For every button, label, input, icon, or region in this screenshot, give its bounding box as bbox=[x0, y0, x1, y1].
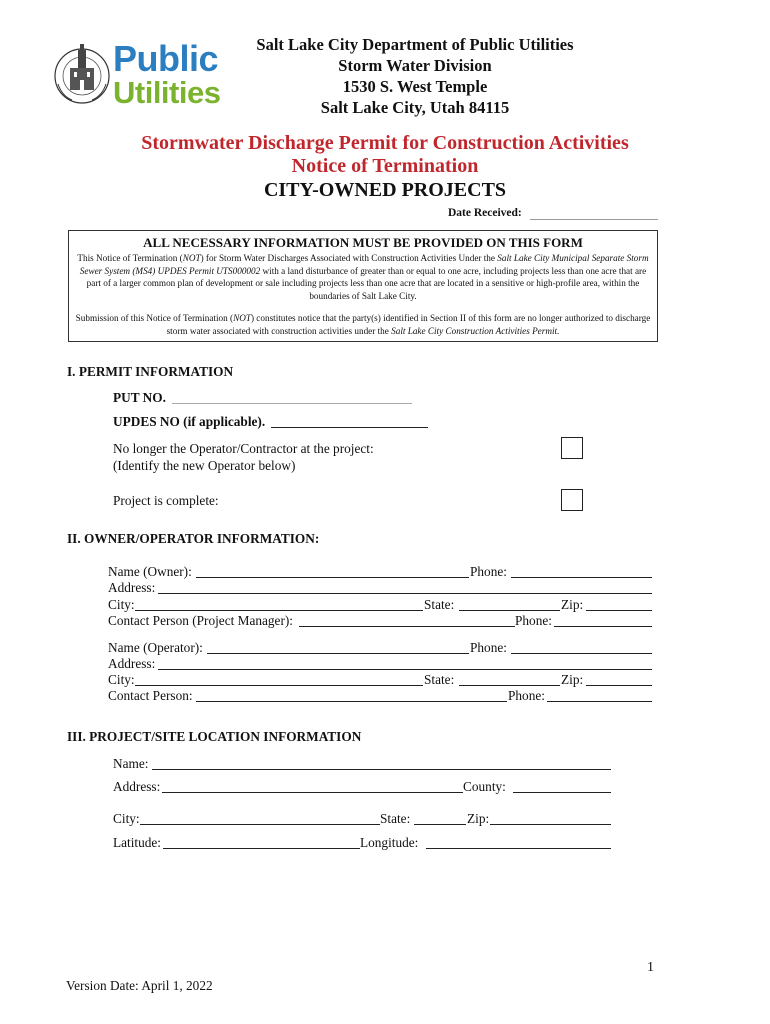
operator-address-label: Address: bbox=[108, 656, 156, 671]
permit-name: Salt Lake City Municipal Separate Storm Sewer System (MS4) UPDES Permit UTS000002 bbox=[79, 253, 649, 276]
operator-contact-phone-field[interactable] bbox=[547, 701, 652, 702]
no-longer-operator-label: No longer the Operator/Contractor at the project: bbox=[113, 441, 374, 456]
version-date: Version Date: April 1, 2022 bbox=[66, 978, 213, 993]
operator-address-field[interactable] bbox=[158, 669, 652, 670]
site-state-label: State: bbox=[380, 811, 411, 826]
page-number: 1 bbox=[647, 960, 654, 975]
street-address: 1530 S. West Temple bbox=[342, 77, 488, 96]
owner-contact-phone-field[interactable] bbox=[554, 626, 652, 627]
department-name: Salt Lake City Department of Public Utilities bbox=[256, 35, 574, 54]
owner-address-label: Address: bbox=[108, 580, 156, 595]
operator-state-field[interactable] bbox=[459, 685, 560, 686]
operator-name-label: Name (Operator): bbox=[108, 640, 203, 655]
site-latitude-label: Latitude: bbox=[113, 835, 161, 850]
site-longitude-label: Longitude: bbox=[360, 835, 419, 850]
site-county-label: County: bbox=[463, 779, 506, 794]
operator-phone-field[interactable] bbox=[511, 653, 652, 654]
logo-wordmark-utilities: Utilities bbox=[113, 75, 221, 110]
owner-contact-phone-label: Phone: bbox=[515, 613, 552, 628]
date-received-label: Date Received: bbox=[448, 207, 522, 219]
site-city-label: City: bbox=[113, 811, 140, 826]
site-name-label: Name: bbox=[113, 756, 149, 771]
form-title: Stormwater Discharge Permit for Construction Activities bbox=[141, 132, 629, 154]
site-latitude-field[interactable] bbox=[163, 848, 360, 849]
form-scope-title: CITY-OWNED PROJECTS bbox=[263, 179, 507, 201]
permit-name: Salt Lake City Construction Activities Permit. bbox=[391, 325, 560, 336]
operator-zip-field[interactable] bbox=[586, 685, 652, 686]
operator-zip-label: Zip: bbox=[561, 672, 584, 687]
owner-state-field[interactable] bbox=[459, 610, 560, 611]
notice-paragraph-2 bbox=[74, 312, 652, 337]
site-address-field[interactable] bbox=[162, 792, 463, 793]
operator-contact-label: Contact Person: bbox=[108, 688, 193, 703]
section-3-title: III. PROJECT/SITE LOCATION INFORMATION bbox=[67, 729, 362, 744]
owner-phone-label: Phone: bbox=[470, 564, 507, 579]
notice-paragraph-1 bbox=[74, 252, 652, 302]
owner-zip-label: Zip: bbox=[561, 597, 584, 612]
no-longer-operator-checkbox[interactable] bbox=[561, 437, 583, 459]
owner-name-field[interactable] bbox=[196, 577, 469, 578]
operator-name-field[interactable] bbox=[207, 653, 469, 654]
site-county-field[interactable] bbox=[513, 792, 611, 793]
owner-name-label: Name (Owner): bbox=[108, 564, 192, 579]
owner-state-label: State: bbox=[424, 597, 455, 612]
put-no-label: PUT NO. bbox=[113, 390, 166, 405]
city-state-zip: Salt Lake City, Utah 84115 bbox=[320, 98, 510, 117]
put-no-field[interactable] bbox=[172, 403, 412, 404]
form-subtitle: Notice of Termination bbox=[291, 155, 479, 177]
notice-text: ) constitutes notice that the party(s) identified in Section II of this form are no longer authorized to discharge storm water associated with construction activities under the bbox=[166, 313, 651, 336]
section-1-title: I. PERMIT INFORMATION bbox=[67, 364, 234, 379]
operator-contact-phone-label: Phone: bbox=[508, 688, 545, 703]
owner-contact-field[interactable] bbox=[299, 626, 515, 627]
owner-city-field[interactable] bbox=[135, 610, 423, 611]
site-zip-label: Zip: bbox=[467, 811, 490, 826]
notice-text: Submission of this Notice of Termination ( bbox=[75, 313, 234, 323]
owner-zip-field[interactable] bbox=[586, 610, 652, 611]
owner-phone-field[interactable] bbox=[511, 577, 652, 578]
operator-state-label: State: bbox=[424, 672, 455, 687]
owner-address-field[interactable] bbox=[158, 593, 652, 594]
operator-contact-field[interactable] bbox=[196, 701, 507, 702]
site-name-field[interactable] bbox=[152, 769, 611, 770]
site-longitude-field[interactable] bbox=[426, 848, 611, 849]
operator-city-label: City: bbox=[108, 672, 135, 687]
site-state-field[interactable] bbox=[414, 824, 466, 825]
project-complete-label: Project is complete: bbox=[113, 493, 219, 508]
site-zip-field[interactable] bbox=[490, 824, 611, 825]
notice-text: with a land disturbance of greater than or equal to one acre, including projects less than one acre that are part of a larger common plan of development or sale including projects less than one acre that are located in a sensitive or high-profile area, within the boundaries of Salt Lake City. bbox=[86, 265, 647, 301]
notice-heading: ALL NECESSARY INFORMATION MUST BE PROVIDED ON THIS FORM bbox=[143, 235, 583, 250]
division-name: Storm Water Division bbox=[338, 56, 492, 75]
operator-phone-label: Phone: bbox=[470, 640, 507, 655]
date-received-field[interactable] bbox=[530, 219, 658, 220]
updes-no-field[interactable] bbox=[271, 427, 428, 428]
owner-contact-label: Contact Person (Project Manager): bbox=[108, 613, 293, 628]
notice-text: ) for Storm Water Discharges Associated with Construction Activities Under the bbox=[200, 253, 498, 263]
notice-not-abbr: NOT bbox=[233, 313, 251, 323]
updes-no-label: UPDES NO (if applicable). bbox=[113, 414, 266, 429]
no-longer-operator-hint: (Identify the new Operator below) bbox=[113, 458, 296, 473]
project-complete-checkbox[interactable] bbox=[561, 489, 583, 511]
notice-not-abbr: NOT bbox=[182, 253, 201, 263]
notice-text: This Notice of Termination ( bbox=[77, 253, 183, 263]
section-2-title: II. OWNER/OPERATOR INFORMATION: bbox=[67, 531, 320, 546]
site-city-field[interactable] bbox=[140, 824, 380, 825]
operator-city-field[interactable] bbox=[135, 685, 423, 686]
owner-city-label: City: bbox=[108, 597, 135, 612]
site-address-label: Address: bbox=[113, 779, 161, 794]
logo-wordmark-public: Public bbox=[113, 38, 219, 79]
